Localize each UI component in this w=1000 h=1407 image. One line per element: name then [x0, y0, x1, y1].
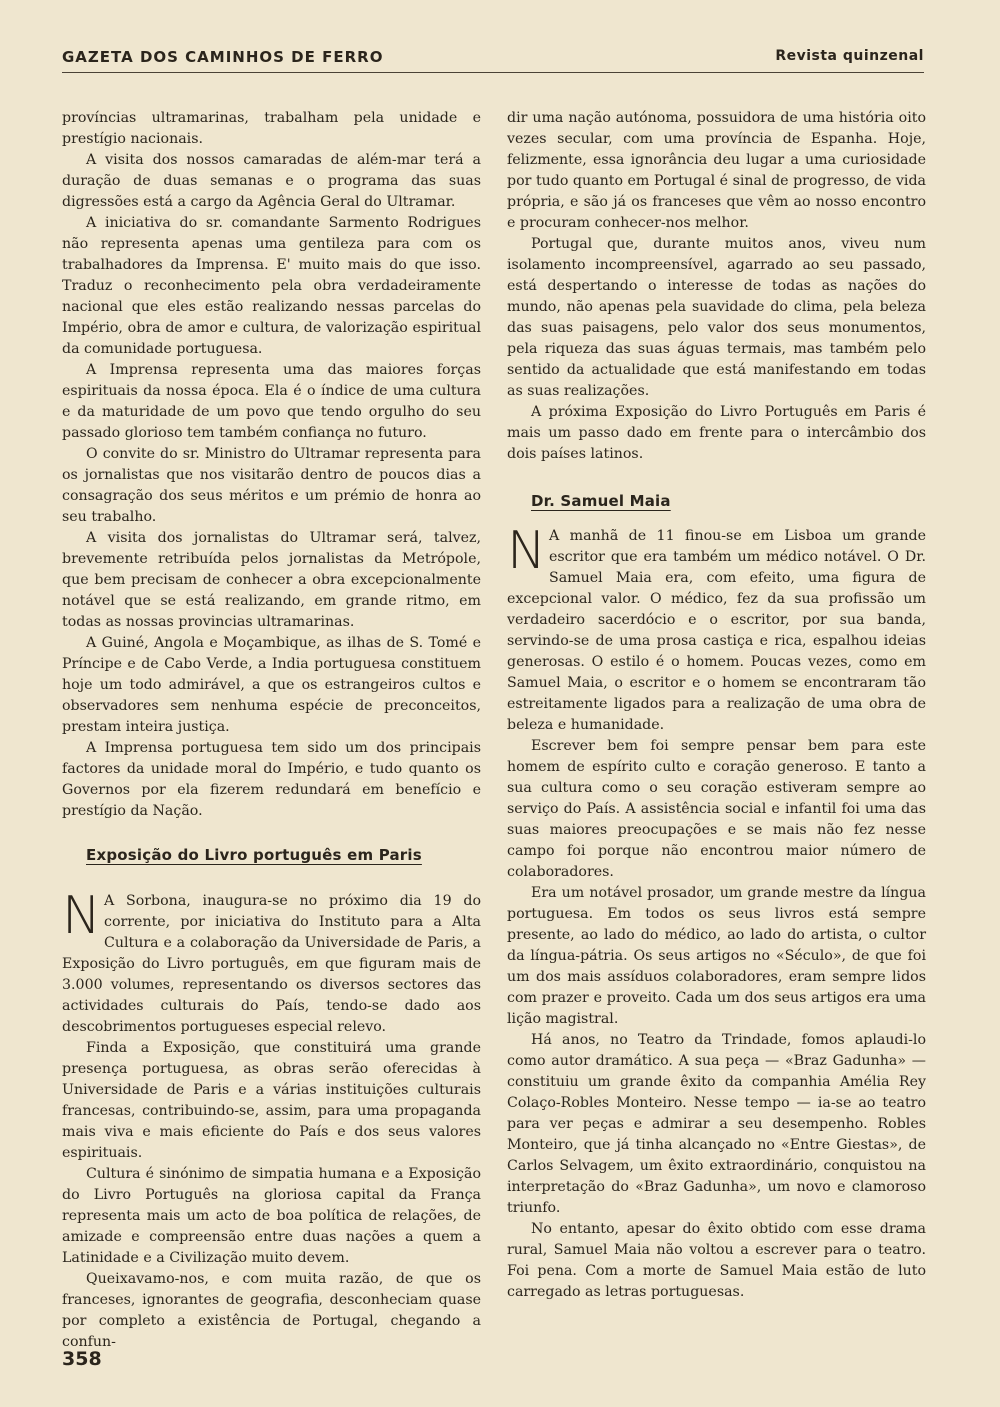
drop-cap: N: [62, 886, 101, 946]
paragraph: Cultura é sinónimo de simpatia humana e a Exposição do Livro Português na gloriosa capital da França representa mais um acto de boa política de relações, de amizade e compreensão entre duas nações a quem a Latinidade e a Civilização muito devem.: [62, 1166, 481, 1266]
paragraph: No entanto, apesar do êxito obtido com esse drama rural, Samuel Maia não voltou a escrever para o teatro. Foi pena. Com a morte de Samuel Maia estão de luto carregado as letras portuguesas.: [507, 1221, 926, 1300]
paragraph: Era um notável prosador, um grande mestre da língua portuguesa. Em todos os seus livros está sempre presente, ao lado do médico, ao lado do artista, o cultor da língua-pátria. Os seus artigos no «Século», de que foi um dos mais assíduos colaboradores, eram sempre lidos com prazer e proveito. Cada um dos seus artigos era uma lição magistral.: [507, 885, 926, 1027]
section-title: Dr. Samuel Maia: [531, 492, 671, 510]
paragraph: A iniciativa do sr. comandante Sarmento Rodrigues não representa apenas uma gentileza para com os trabalhadores da Imprensa. E' muito mais do que isso. Traduz o reconhecimento pela obra verdadeiramente nacional que eles estão realizando nessas parcelas do Império, obra de amor e cultura, de valorização espiritual da comunidade portuguesa.: [62, 215, 481, 357]
paragraph: A Imprensa portuguesa tem sido um dos principais factores da unidade moral do Império, e tudo quanto os Governos por ela fizerem redundará em benefício e prestígio da Nação.: [62, 740, 481, 819]
paragraph: Há anos, no Teatro da Trindade, fomos aplaudi-lo como autor dramático. A sua peça — «Braz Gadunha» — constituiu um grande êxito da companhia Amélia Rey Colaço-Robles Monteiro. Nesse tempo — ia-se ao teatro para ver peças e admirar a seu desempenho. Robles Monteiro, que já tinha alcançado no «Entre Giestas», de Carlos Selvagem, um êxito extraordinário, conquistou na interpretação do «Braz Gadunha», um novo e clamoroso triunfo.: [507, 1032, 926, 1216]
paragraph: Portugal que, durante muitos anos, viveu num isolamento incompreensível, agarrado ao seu passado, está despertando o interesse de todas as nações do mundo, não apenas pela suavidade do clima, pela beleza das suas paisagens, pelo valor dos seus monumentos, pela riqueza das suas águas termais, mas também pelo sentido da actualidade que está manifestando em todas as suas realizações.: [507, 236, 926, 399]
section-title: Exposição do Livro português em Paris: [86, 846, 422, 864]
paragraph: dir uma nação autónoma, possuidora de uma história oito vezes secular, com uma província de Espanha. Hoje, felizmente, essa ignorância deu lugar a uma curiosidade por tudo quanto em Portugal é sinal de progresso, de vida própria, e são já os franceses que vêm ao nosso encontro e procuram conhecer-nos melhor.: [507, 110, 926, 231]
paragraph: Finda a Exposição, que constituirá uma grande presença portuguesa, as obras serão oferecidas à Universidade de Paris e a várias instituições culturais francesas, contribuindo-se, assim, para uma propaganda mais viva e mais eficiente do País e dos seus valores espirituais.: [62, 1040, 481, 1161]
journal-subtitle: Revista quinzenal: [775, 48, 924, 64]
page-header: [62, 44, 924, 73]
paragraph-text: A manhã de 11 finou-se em Lisboa um grande escritor que era também um médico notável. O Dr. Samuel Maia era, com efeito, uma figura de excepcional valor. O médico, fez da sua profissão um verdadeiro sacerdócio e o escritor, por sua banda, servindo-se de uma prosa castiça e rica, espalhou ideias generosas. O estilo é o homem. Poucas vezes, como em Samuel Maia, o escritor e o homem se encontraram tão estreitamente ligados para a realização de uma obra de beleza e humanidade.: [507, 528, 926, 733]
paragraph: A próxima Exposição do Livro Português em Paris é mais um passo dado em frente para o intercâmbio dos dois países latinos.: [507, 404, 926, 462]
drop-cap-paragraph: [507, 521, 926, 736]
drop-cap-paragraph: [62, 886, 481, 1038]
paragraph: províncias ultramarinas, trabalham pela unidade e prestígio nacionais.: [62, 110, 481, 147]
paragraph: A Guiné, Angola e Moçambique, as ilhas de S. Tomé e Príncipe e de Cabo Verde, a India portuguesa constituem hoje um todo admirável, a que os estrangeiros cultos e observadores sem nenhuma espécie de preconceitos, prestam inteira justiça.: [62, 635, 481, 735]
drop-cap: N: [507, 521, 546, 581]
paragraph: Escrever bem foi sempre pensar bem para este homem de espírito culto e coração generoso. E tanto a sua cultura como o seu coração estiveram sempre ao serviço do País. A assistência social e infantil foi uma das suas maiores preocupações e se mais não fez nesse campo foi porque não encontrou maior número de colaboradores.: [507, 738, 926, 880]
paragraph: A visita dos jornalistas do Ultramar será, talvez, brevemente retribuída pelos jornalistas da Metrópole, que bem precisam de conhecer a obra excepcionalmente notável que se está realizando, em grande ritmo, em todas as nossas provincias ultramarinas.: [62, 530, 481, 630]
paragraph: O convite do sr. Ministro do Ultramar representa para os jornalistas que nos visitarão dentro de poucos dias a consagração dos seus méritos e um prémio de honra ao seu trabalho.: [62, 446, 481, 525]
left-column: [62, 108, 481, 1353]
paragraph-text: A Sorbona, inaugura-se no próximo dia 19 do corrente, por iniciativa do Instituto para a Alta Cultura e a colaboração da Universidade de Paris, a Exposição do Livro português, em que figuram mais de 3.000 volumes, representando os diversos sectores das actividades culturais do País, tendo-se dado aos descobrimentos portugueses especial relevo.: [62, 893, 481, 1035]
right-column: [507, 108, 926, 1303]
journal-title: GAZETA DOS CAMINHOS DE FERRO: [62, 48, 384, 66]
paragraph: Queixavamo-nos, e com muita razão, de que os franceses, ignorantes de geografia, desconheciam quase por completo a existência de Portugal, chegando a confun-: [62, 1271, 481, 1350]
paragraph: A Imprensa representa uma das maiores forças espirituais da nossa época. Ela é o índice de uma cultura e da maturidade de um povo que tendo orgulho do seu passado glorioso tem também confiança no futuro.: [62, 362, 481, 441]
paragraph: A visita dos nossos camaradas de além-mar terá a duração de duas semanas e o programa das suas digressões está a cargo da Agência Geral do Ultramar.: [62, 152, 481, 210]
page-number: 358: [62, 1348, 102, 1370]
